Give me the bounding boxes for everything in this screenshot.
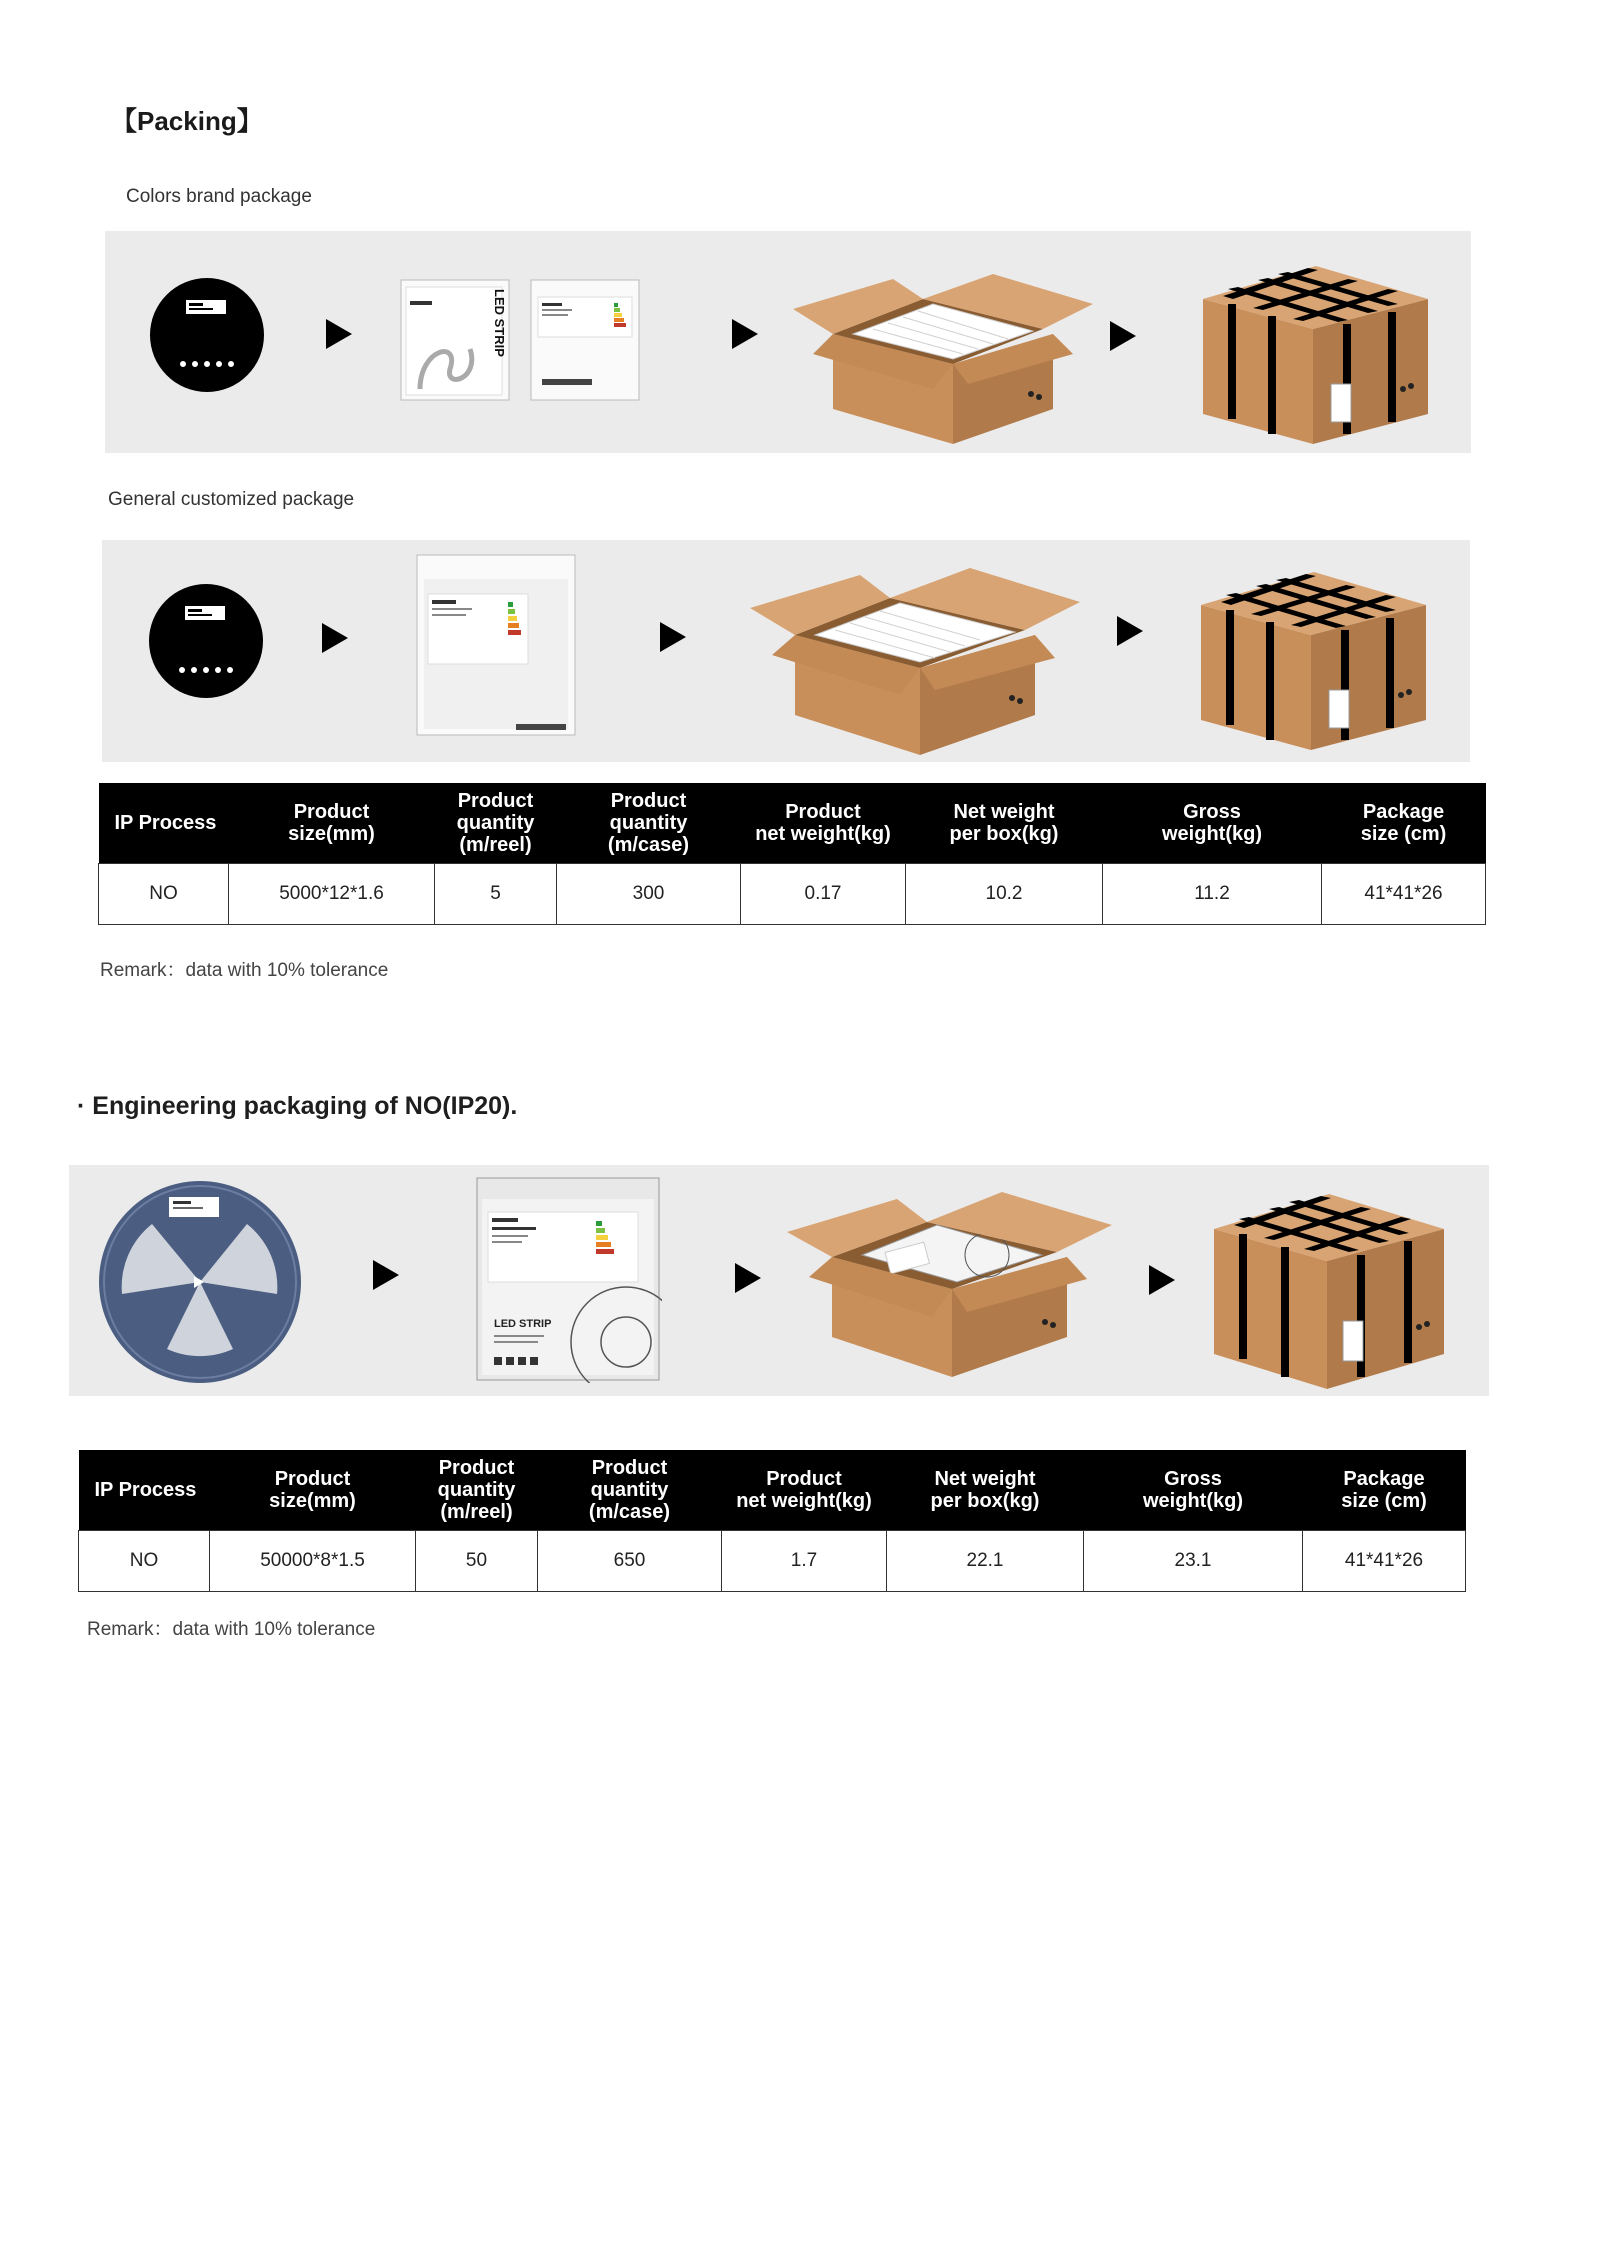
- header-ip-process: IP Process: [79, 1450, 210, 1531]
- header-ip-process: IP Process: [99, 783, 229, 864]
- table-header-row: [79, 1450, 1466, 1531]
- black-reel-icon: [148, 276, 266, 394]
- header-quantity-reel: Product quantity (m/reel): [416, 1450, 538, 1531]
- table-cell: 41*41*26: [1322, 864, 1486, 925]
- open-box-icon: [787, 1177, 1112, 1382]
- image-band-colors-brand: [105, 231, 1471, 453]
- header-package-size: Package size (cm): [1322, 783, 1486, 864]
- led-strip-bag-icon: [400, 279, 512, 403]
- remark-engineering: Remark：data with 10% tolerance: [87, 1619, 376, 1640]
- arrow-right-icon: [322, 623, 348, 653]
- section-title-engineering: · Engineering packaging of NO(IP20).: [77, 1092, 518, 1120]
- sealed-box-icon: [1196, 550, 1431, 755]
- engineering-bag-icon: [476, 1177, 662, 1383]
- table-cell: 5: [435, 864, 557, 925]
- table-cell: NO: [79, 1531, 210, 1592]
- svg-text:LED STRIP: LED STRIP: [492, 289, 507, 357]
- image-band-general-customized: [102, 540, 1470, 762]
- open-box-icon: [750, 550, 1090, 760]
- header-package-size: Package size (cm): [1303, 1450, 1466, 1531]
- table-cell: 11.2: [1103, 864, 1322, 925]
- table-header-row: [99, 783, 1486, 864]
- caption-general-customized: General customized package: [108, 489, 355, 510]
- header-quantity-case: Product quantity (m/case): [538, 1450, 722, 1531]
- table-cell: 5000*12*1.6: [229, 864, 435, 925]
- image-band-engineering: [69, 1165, 1489, 1396]
- table-cell: 0.17: [741, 864, 906, 925]
- arrow-right-icon: [373, 1260, 399, 1290]
- table-cell: 10.2: [906, 864, 1103, 925]
- table-cell: 50: [416, 1531, 538, 1592]
- table-cell: NO: [99, 864, 229, 925]
- table-cell: 300: [557, 864, 741, 925]
- sealed-box-icon: [1198, 244, 1433, 449]
- arrow-right-icon: [660, 622, 686, 652]
- table-cell: 1.7: [722, 1531, 887, 1592]
- header-net-weight-box: Net weight per box(kg): [906, 783, 1103, 864]
- packing-spec-table: [98, 783, 1486, 925]
- table-cell: 650: [538, 1531, 722, 1592]
- header-net-weight: Product net weight(kg): [722, 1450, 887, 1531]
- arrow-right-icon: [326, 319, 352, 349]
- sealed-box-icon: [1209, 1169, 1449, 1394]
- header-net-weight-box: Net weight per box(kg): [887, 1450, 1084, 1531]
- blue-reel-icon: [97, 1179, 303, 1385]
- open-box-icon: [793, 259, 1107, 449]
- arrow-right-icon: [732, 319, 758, 349]
- header-gross-weight: Gross weight(kg): [1103, 783, 1322, 864]
- header-quantity-case: Product quantity (m/case): [557, 783, 741, 864]
- arrow-right-icon: [1117, 616, 1143, 646]
- table-cell: 50000*8*1.5: [210, 1531, 416, 1592]
- header-product-size: Product size(mm): [229, 783, 435, 864]
- table-row: [79, 1531, 1466, 1592]
- arrow-right-icon: [735, 1263, 761, 1293]
- engineering-spec-table: [78, 1450, 1466, 1592]
- header-gross-weight: Gross weight(kg): [1084, 1450, 1303, 1531]
- header-net-weight: Product net weight(kg): [741, 783, 906, 864]
- table-cell: 22.1: [887, 1531, 1084, 1592]
- led-strip-label: LED STRIP: [494, 1318, 552, 1330]
- label-bag-icon: [416, 554, 578, 738]
- header-product-size: Product size(mm): [210, 1450, 416, 1531]
- table-cell: 41*41*26: [1303, 1531, 1466, 1592]
- black-reel-icon: [147, 582, 265, 700]
- table-row: [99, 864, 1486, 925]
- label-bag-icon: [530, 279, 642, 403]
- header-quantity-reel: Product quantity (m/reel): [435, 783, 557, 864]
- section-title-packing: 【Packing】: [111, 106, 263, 136]
- arrow-right-icon: [1110, 321, 1136, 351]
- remark-packing: Remark：data with 10% tolerance: [100, 960, 389, 981]
- caption-colors-brand: Colors brand package: [126, 186, 312, 207]
- table-cell: 23.1: [1084, 1531, 1303, 1592]
- arrow-right-icon: [1149, 1265, 1175, 1295]
